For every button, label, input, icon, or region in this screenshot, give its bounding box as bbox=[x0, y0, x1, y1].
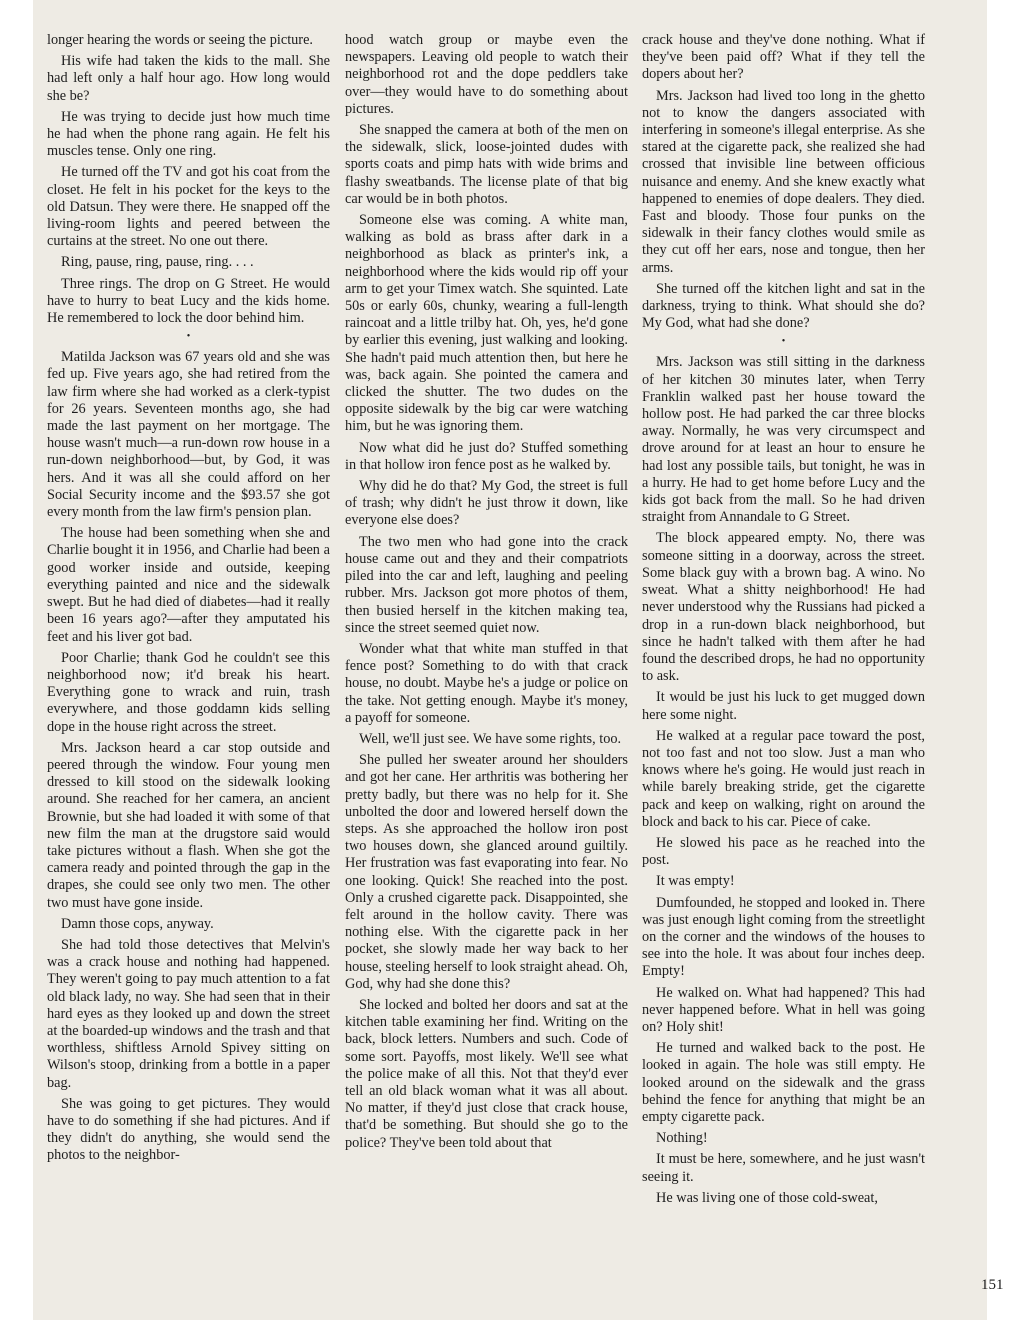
text-column-2 bbox=[345, 32, 628, 1152]
paragraph: She had told those detectives that Melvin's was a crack house and nothing had happened. They weren't going to pay much attention to a fat old black lady, no way. She had seen that in their hard eyes as they looked up and down the street at the boarded-up windows and the trash and that worthless, shiftless Arnold Spivey sitting on Wilson's stoop, drinking from a bottle in a paper bag. bbox=[47, 936, 330, 1091]
paragraph: Ring, pause, ring, pause, ring. . . . bbox=[61, 254, 254, 271]
paragraph: The house had been something when she and Charlie bought it in 1956, and Charlie had been a good worker inside and outside, keeping everything painted and nice and the sidewalk swept. But he had died of diabetes—had it really been 16 years ago?—after they amputated his feet and his liver got bad. bbox=[47, 525, 330, 645]
magazine-page bbox=[33, 0, 1004, 1320]
paragraph: She was going to get pictures. They would have to do something if she had pictures. And if they didn't do anything, she would send the photos to the neighbor- bbox=[47, 1095, 330, 1164]
paragraph: Nothing! bbox=[656, 1130, 708, 1147]
paragraph: Matilda Jackson was 67 years old and she was fed up. Five years ago, she had retired from the law firm where she had worked as a clerk-typist for 26 years. Seventeen months ago, she had made the last payment on her mortgage. The house wasn't much—a run-down row house in a run-down neighborhood—but, by God, it was hers. And it was all she could afford on her Social Security income and the $93.57 she got every month from the law firm's pension plan. bbox=[47, 349, 330, 521]
paragraph: He walked at a regular pace toward the post, not too fast and not too slow. Just a man who knows where he's going. He would just reach in while barely breaking stride, get the cigarette pack and keep on walking, right on around the block and back to his car. Piece of cake. bbox=[642, 727, 925, 830]
paragraph: Now what did he just do? Stuffed something in that hollow iron fence post as he walked by. bbox=[345, 439, 628, 473]
paragraph: She turned off the kitchen light and sat in the darkness, trying to think. What should she do? My God, what had she done? bbox=[642, 280, 925, 332]
paragraph: Wonder what that white man stuffed in that fence post? Something to do with that crack house, no doubt. Maybe he's a judge or police on the take. Not getting enough. Maybe it's money, a payoff for someone. bbox=[345, 640, 628, 726]
page-number: 151 bbox=[981, 1277, 1004, 1293]
paragraph: Three rings. The drop on G Street. He would have to hurry to beat Lucy and the kids home. He remembered to lock the door behind him. bbox=[47, 275, 330, 327]
paragraph: He was living one of those cold-sweat, bbox=[656, 1189, 878, 1206]
paragraph: Someone else was coming. A white man, walking as bold as brass after dark in a neighborhood as black as printer's ink, a neighborhood where the kids would rip off your arm to get your Timex watch. She squinted. Late 50s or early 60s, chunky, wearing a full-length raincoat and a little trilby hat. Oh, yes, he'd gone by earlier this evening, just walking and looking. She hadn't paid much attention then, but here he was, back again. She pointed the camera and clicked the shutter. The two dudes on the opposite sidewalk by the big car were watching him, but he was ignoring them. bbox=[345, 212, 628, 435]
paragraph: He walked on. What had happened? This had never happened before. What in hell was going on? Holy shit! bbox=[642, 984, 925, 1035]
paragraph: Dumfounded, he stopped and looked in. There was just enough light coming from the streetlight on the corner and the windows of the houses to see into the hole. It was about four inches deep. Empty! bbox=[642, 894, 925, 980]
paragraph: It must be here, somewhere, and he just wasn't seeing it. bbox=[642, 1151, 925, 1185]
paragraph: She snapped the camera at both of the men on the sidewalk, slick, loose-jointed dudes with sports coats and pimp hats with wide brims and flashy sweatbands. The license plate of that big car would be in both photos. bbox=[345, 122, 628, 207]
paragraph: Why did he do that? My God, the street is full of trash; why didn't he just throw it down, like everyone else does? bbox=[345, 478, 628, 529]
paragraph: He slowed his pace as he reached into the post. bbox=[642, 834, 925, 869]
paragraph: hood watch group or maybe even the newspapers. Leaving old people to watch their neighborhood rot and the dope peddlers take over—they would have to do something about pictures. bbox=[345, 32, 628, 117]
paragraph: The block appeared empty. No, there was someone sitting in a doorway, across the street. Some black guy with a brown bag. A wino. No sweat. What a shitty neighborhood! He had never understood why the Russians had picked a drop in a run-down black neighborhood, but since he hadn't talked with them after he had found the described drops, he had no opportunity to ask. bbox=[642, 530, 925, 685]
paragraph: Damn those cops, anyway. bbox=[61, 915, 214, 932]
paragraph: Mrs. Jackson had lived too long in the ghetto not to know the dangers associated with interfering in someone's illegal enterprise. As she stared at the cigarette pack, she realized she had crossed that invisible line between officious nuisance and enemy. And she knew exactly what happened to enemies of dope dealers. They died. Fast and bloody. Those four punks on the sidewalk in their fancy clothes would smile as they cut off her ears, nose and tongue, then her arms. bbox=[642, 87, 925, 276]
text-column-1 bbox=[47, 32, 330, 1165]
paragraph: Poor Charlie; thank God he couldn't see this neighborhood now; it'd break his heart. Everything gone to wrack and ruin, trash everywhere, and those goddamn kids selling dope in the house right across the street. bbox=[47, 649, 330, 735]
section-break-dot: • bbox=[781, 336, 786, 348]
paragraph: Mrs. Jackson was still sitting in the darkness of her kitchen 30 minutes later, when Terry Franklin walked past her house toward the hollow post. He had parked the car three blocks away. Normally, he was very circumspect and drove around for at least an hour to ensure he had lost any possible tails, but tonight, he was in a hurry. He had to get home before Lucy and the kids got back from the mall. So he had driven straight from Annandale to G Street. bbox=[642, 354, 925, 526]
paragraph: It was empty! bbox=[656, 873, 735, 890]
paragraph: It would be just his luck to get mugged down here some night. bbox=[642, 689, 925, 723]
paragraph: crack house and they've done nothing. What if they've been paid off? What if they tell the dopers about her? bbox=[642, 32, 925, 83]
paragraph: Mrs. Jackson heard a car stop outside and peered through the window. Four young men dressed to kill stood on the sidewalk looking around. She reached for her camera, an ancient Brownie, but she had loaded it with some of that new film the man at the drugstore said would take pictures without a flash. When she got the camera ready and pointed through the gap in the drapes, she could see only two men. The other two must have gone inside. bbox=[47, 739, 330, 911]
paragraph: He turned and walked back to the post. He looked in again. The hole was still empty. He looked around on the sidewalk and the grass behind the fence for anything that might be an empty cigarette pack. bbox=[642, 1040, 925, 1125]
text-column-3 bbox=[642, 32, 925, 1207]
paragraph: longer hearing the words or seeing the picture. bbox=[47, 32, 313, 48]
section-break-dot: • bbox=[186, 331, 191, 343]
paragraph: He turned off the TV and got his coat from the closet. He felt in his pocket for the keys to the old Datsun. They were there. He snapped off the living-room lights and peered between the curtains at the street. No one out there. bbox=[47, 164, 330, 250]
paragraph: The two men who had gone into the crack house came out and they and their compatriots piled into the car and left, laughing and peeling rubber. Mrs. Jackson got more photos of them, then busied herself in the kitchen making tea, since the street seemed quiet now. bbox=[345, 533, 628, 636]
paragraph: His wife had taken the kids to the mall. She had left only a half hour ago. How long would she be? bbox=[47, 53, 330, 104]
paragraph: He was trying to decide just how much time he had when the phone rang again. He felt his muscles tense. Only one ring. bbox=[47, 108, 330, 160]
paragraph: She locked and bolted her doors and sat at the kitchen table examining her find. Writing on the back, block letters. Numbers and such. Code of some sort. Payoffs, most likely. We'll see what the police make of all this. Not that they'd ever tell an old black woman what it was all about. No matter, if they'd just close that crack house, that'd be something. But should she go to the police? They've been told about that bbox=[345, 996, 628, 1151]
paragraph: She pulled her sweater around her shoulders and got her cane. Her arthritis was bothering her pretty badly, but there was no help for it. She unbolted the door and lowered herself down the steps. As she approached the hollow iron post two houses down, she glanced around guiltily. Her frustration was fast evaporating into fear. No one looking. Quick! She reached into the post. Only a crushed cigarette pack. Disappointed, she felt around in the hollow cavity. There was nothing else. With the cigarette pack in her pocket, she slowly made her way back to her house, steeling herself to look straight ahead. Oh, God, why had she done this? bbox=[345, 752, 628, 992]
paragraph: Well, we'll just see. We have some rights, too. bbox=[359, 730, 622, 747]
